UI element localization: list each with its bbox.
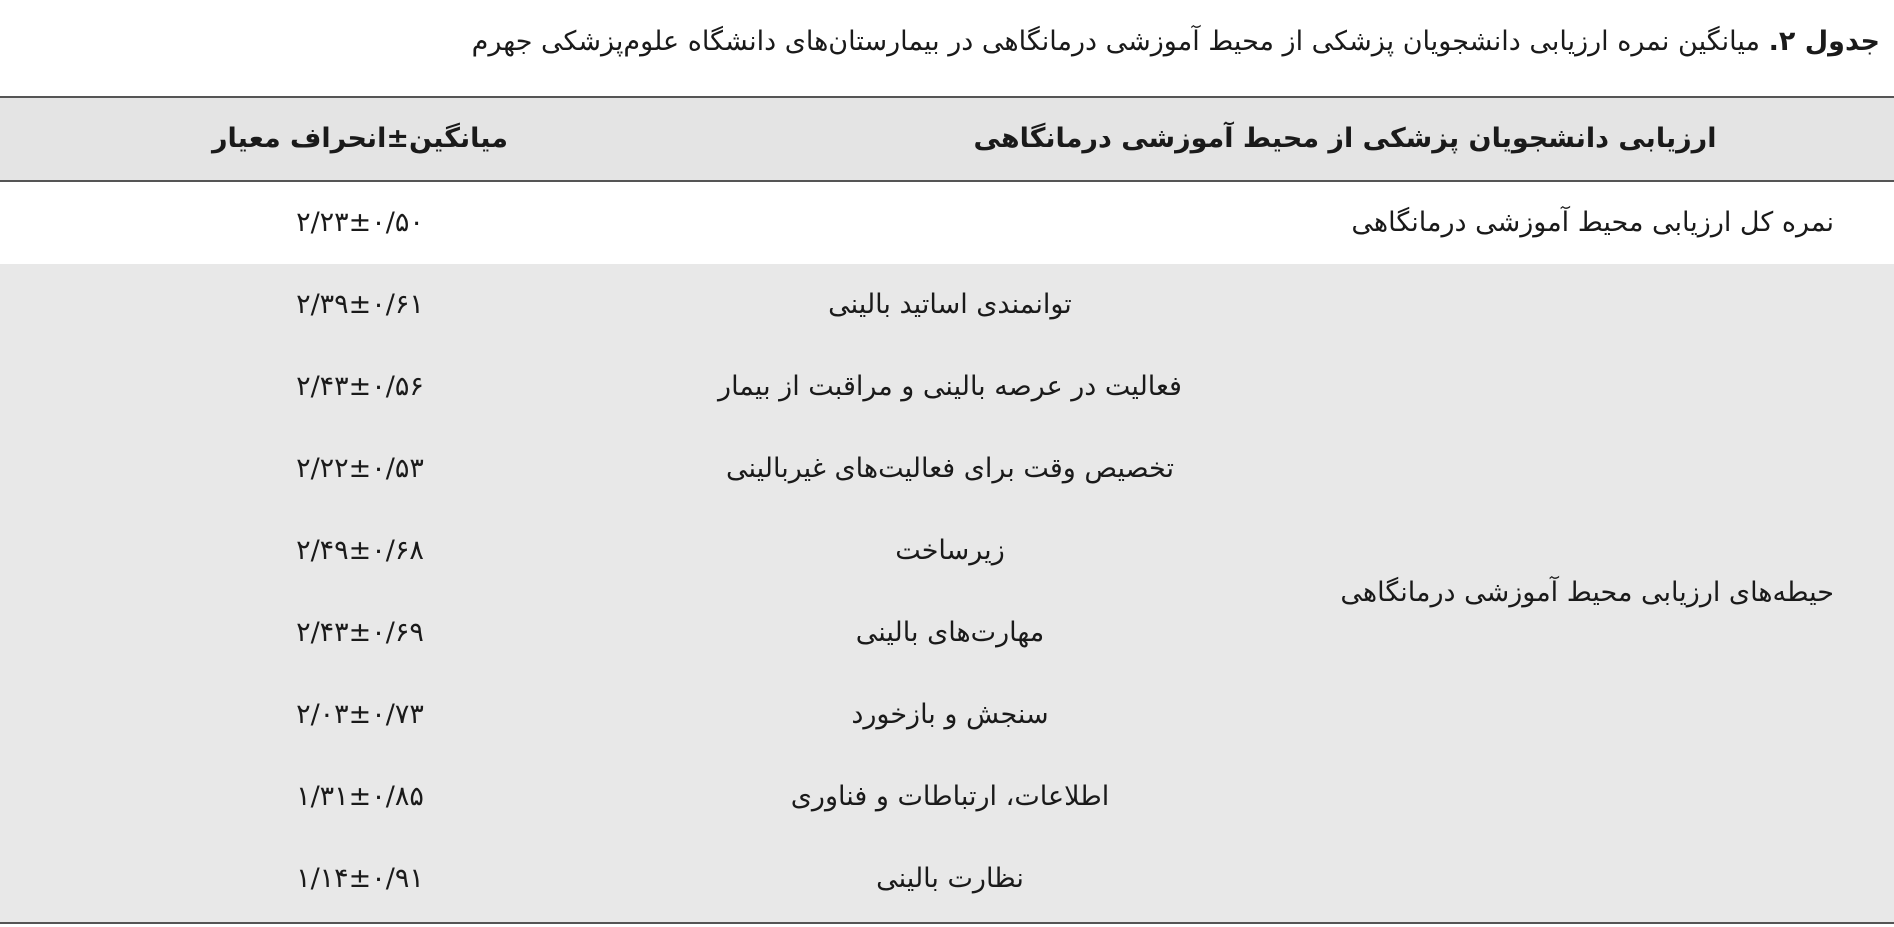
domain-value: ۱/۳۱±۰/۸۵: [296, 781, 424, 812]
domain-name: نظارت بالینی: [876, 863, 1024, 894]
domain-value: ۲/۴۳±۰/۶۹: [296, 617, 424, 648]
table-row: [0, 838, 1400, 920]
domain-name: مهارت‌های بالینی: [855, 617, 1045, 648]
domain-value: ۲/۳۹±۰/۶۱: [296, 289, 424, 320]
domain-name: توانمندی اساتید بالینی: [828, 289, 1072, 320]
domain-value: ۱/۱۴±۰/۹۱: [296, 863, 424, 894]
table-row-total: [0, 182, 1894, 264]
total-label: نمره کل ارزیابی محیط آموزشی درمانگاهی: [1351, 207, 1834, 238]
domain-name: زیرساخت: [895, 535, 1005, 566]
table-row: [0, 428, 1400, 510]
domain-name: اطلاعات، ارتباطات و فناوری: [790, 781, 1110, 812]
table-row: [0, 756, 1400, 838]
table-row: [0, 510, 1400, 592]
domain-name: فعالیت در عرصه بالینی و مراقبت از بیمار: [718, 371, 1182, 402]
caption-label: جدول ۲.: [1768, 26, 1880, 57]
table-row: [0, 346, 1400, 428]
domain-name: سنجش و بازخورد: [851, 699, 1049, 730]
table-header-row: [0, 96, 1894, 182]
header-assessment: ارزیابی دانشجویان پزشکی از محیط آموزشی درمانگاهی: [973, 123, 1717, 154]
domains-group-label: حیطه‌های ارزیابی محیط آموزشی درمانگاهی: [1340, 577, 1834, 608]
caption-text: میانگین نمره ارزیابی دانشجویان پزشکی از محیط آموزشی درمانگاهی در بیمارستان‌های دانشگاه علوم‌پزشکی جهرم: [471, 26, 1769, 57]
table-row: [0, 674, 1400, 756]
domains-block: [0, 264, 1894, 924]
table-row: [0, 592, 1400, 674]
table-row: [0, 264, 1400, 346]
domain-value: ۲/۲۲±۰/۵۳: [296, 453, 424, 484]
table-caption: [472, 26, 1880, 58]
domain-value: ۲/۴۹±۰/۶۸: [296, 535, 424, 566]
assessment-table: [0, 96, 1894, 926]
header-mean-sd: میانگین±انحراف معیار: [212, 123, 508, 154]
total-value: ۲/۲۳±۰/۵۰: [296, 207, 424, 238]
domain-name: تخصیص وقت برای فعالیت‌های غیربالینی: [726, 453, 1174, 484]
domain-value: ۲/۴۳±۰/۵۶: [296, 371, 424, 402]
domain-value: ۲/۰۳±۰/۷۳: [296, 699, 424, 730]
